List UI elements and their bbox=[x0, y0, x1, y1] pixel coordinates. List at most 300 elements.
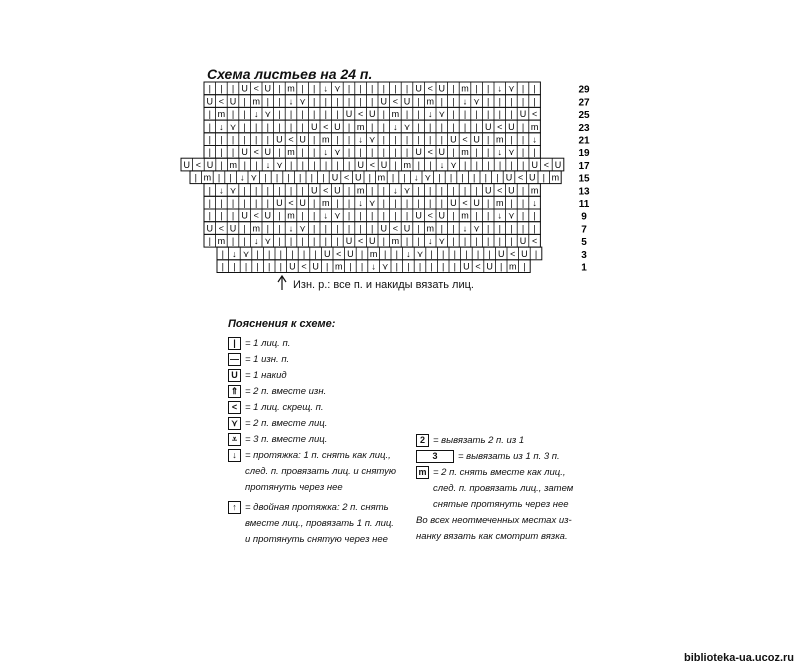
chart-stitch-symbol: | bbox=[440, 121, 443, 132]
chart-stitch-symbol: | bbox=[452, 83, 455, 94]
chart-stitch-symbol: ⋎ bbox=[299, 96, 306, 107]
chart-stitch-symbol: | bbox=[521, 83, 525, 94]
chart-stitch-symbol: | bbox=[391, 172, 395, 183]
chart-stitch-symbol: | bbox=[463, 121, 467, 132]
chart-stitch-symbol: | bbox=[394, 134, 397, 145]
chart-stitch-symbol: ⋎ bbox=[403, 121, 411, 132]
chart-stitch-symbol: | bbox=[278, 121, 281, 132]
chart-stitch-symbol: | bbox=[324, 159, 328, 170]
chart-stitch-symbol: | bbox=[208, 198, 211, 208]
chart-stitch-symbol: | bbox=[371, 147, 374, 158]
chart-stitch-symbol: | bbox=[336, 109, 339, 120]
chart-stitch-symbol: | bbox=[417, 236, 420, 247]
chart-stitch-symbol: U bbox=[289, 261, 296, 272]
chart-stitch-symbol: m bbox=[287, 210, 295, 221]
chart-stitch-symbol: | bbox=[208, 109, 211, 120]
double-skp-symbol-icon: ↑ bbox=[228, 501, 241, 514]
chart-stitch-symbol: m bbox=[369, 248, 378, 259]
chart-stitch-symbol: | bbox=[301, 185, 304, 196]
chart-stitch-symbol: | bbox=[522, 159, 525, 170]
chart-stitch-symbol: U bbox=[438, 210, 446, 221]
chart-stitch-symbol: | bbox=[487, 198, 490, 208]
chart-stitch-symbol: | bbox=[475, 147, 478, 158]
chart-stitch-symbol: | bbox=[405, 109, 409, 120]
chart-stitch-symbol: | bbox=[313, 236, 316, 247]
chart-stitch-symbol: < bbox=[531, 109, 538, 120]
chart-stitch-symbol: U bbox=[368, 109, 376, 120]
chart-stitch-symbol: | bbox=[255, 121, 258, 132]
chart-stitch-symbol: U bbox=[334, 121, 341, 132]
chart-stitch-symbol: U bbox=[497, 248, 505, 259]
chart-stitch-symbol: | bbox=[417, 185, 420, 196]
chart-stitch-symbol: | bbox=[510, 223, 513, 234]
chart-stitch-symbol: | bbox=[429, 185, 432, 196]
chart-stitch-symbol: < bbox=[288, 134, 294, 145]
legend-item-twisted: < = 1 лиц. скрещ. п. bbox=[228, 400, 396, 416]
chart-stitch-symbol: | bbox=[278, 236, 281, 247]
chart-stitch-symbol: | bbox=[475, 121, 478, 132]
legend-item-skp: ↓ = протяжка: 1 п. снять как лиц., bbox=[228, 448, 396, 464]
chart-stitch-symbol: | bbox=[510, 134, 513, 145]
chart-stitch-symbol: | bbox=[243, 223, 246, 234]
chart-stitch-symbol: | bbox=[521, 198, 525, 208]
chart-stitch-symbol: U bbox=[438, 83, 446, 94]
chart-stitch-symbol: U bbox=[380, 223, 388, 234]
chart-stitch-symbol: | bbox=[487, 223, 490, 234]
chart-stitch-symbol: | bbox=[429, 121, 432, 132]
chart-stitch-symbol: | bbox=[382, 210, 385, 221]
chart-stitch-symbol: ⋎ bbox=[229, 185, 237, 196]
chart-stitch-symbol: | bbox=[347, 210, 351, 221]
chart-stitch-symbol: ↓ bbox=[462, 96, 468, 107]
chart-stitch-symbol: | bbox=[324, 223, 327, 234]
chart-stitch-symbol: ⋎ bbox=[264, 236, 272, 247]
chart-stitch-symbol: | bbox=[403, 172, 406, 183]
chart-stitch-symbol: ↓ bbox=[497, 83, 503, 94]
chart-stitch-symbol: < bbox=[218, 223, 225, 234]
chart-stitch-symbol: U bbox=[206, 96, 214, 107]
chart-stitch-symbol: | bbox=[231, 83, 235, 94]
chart-stitch-symbol: | bbox=[255, 198, 258, 208]
chart-stitch-symbol: | bbox=[289, 109, 293, 120]
chart-stitch-symbol: | bbox=[220, 210, 223, 221]
chart-stitch-symbol: | bbox=[382, 83, 385, 94]
chart-stitch-symbol: | bbox=[256, 248, 259, 259]
purl-symbol-icon: — bbox=[230, 353, 239, 364]
knit-symbol-icon: | bbox=[228, 337, 241, 350]
chart-stitch-symbol: | bbox=[476, 248, 480, 259]
chart-stitch-symbol: | bbox=[229, 172, 232, 183]
chart-stitch-symbol: < bbox=[392, 223, 399, 234]
chart-stitch-symbol: < bbox=[357, 236, 364, 247]
chart-stitch-symbol: U bbox=[331, 172, 339, 183]
chart-stitch-symbol: U bbox=[380, 96, 388, 107]
chart-stitch-symbol: m bbox=[426, 96, 434, 107]
chart-stitch-symbol: U bbox=[241, 210, 248, 221]
chart-stitch-symbol: ↓ bbox=[239, 172, 245, 183]
chart-stitch-symbol: ↓ bbox=[323, 147, 329, 158]
yarnover-symbol-icon: U bbox=[228, 369, 241, 382]
row-number: 11 bbox=[578, 199, 590, 210]
chart-stitch-symbol: ⋎ bbox=[416, 248, 424, 259]
chart-stitch-symbol: | bbox=[394, 210, 397, 221]
chart-stitch-symbol: ↓ bbox=[288, 96, 294, 107]
row-number: 5 bbox=[581, 237, 587, 249]
row-number: 9 bbox=[581, 211, 587, 223]
chart-stitch-symbol: | bbox=[301, 236, 304, 247]
chart-stitch-symbol: ⋎ bbox=[368, 134, 376, 145]
chart-stitch-symbol: | bbox=[533, 147, 536, 158]
chart-stitch-symbol: | bbox=[194, 172, 197, 183]
chart-stitch-symbol: | bbox=[324, 96, 327, 107]
chart-stitch-symbol: | bbox=[405, 147, 409, 158]
chart-stitch-symbol: U bbox=[438, 147, 446, 158]
chart-stitch-symbol: | bbox=[394, 198, 397, 208]
chart-stitch-symbol: U bbox=[528, 172, 536, 183]
chart-stitch-symbol: m bbox=[252, 96, 260, 107]
chart-stitch-symbol: | bbox=[243, 134, 246, 145]
chart-stitch-symbol: m bbox=[217, 236, 226, 247]
chart-stitch-symbol: ↓ bbox=[413, 172, 419, 183]
chart-stitch-symbol: ⋎ bbox=[264, 109, 272, 120]
chart-stitch-symbol: ↓ bbox=[371, 261, 376, 272]
row-number: 7 bbox=[581, 224, 587, 236]
chart-stitch-symbol: ↓ bbox=[462, 223, 468, 234]
chart-stitch-symbol: | bbox=[243, 198, 246, 208]
chart-stitch-symbol: | bbox=[299, 172, 302, 183]
chart-stitch-symbol: | bbox=[290, 159, 293, 170]
chart-stitch-symbol: | bbox=[487, 96, 490, 107]
chart-stitch-symbol: | bbox=[359, 147, 362, 158]
row-number: 17 bbox=[578, 160, 590, 172]
chart-stitch-symbol: ↓ bbox=[253, 236, 259, 247]
chart-stitch-symbol: m bbox=[377, 172, 386, 183]
chart-stitch-symbol: | bbox=[475, 185, 478, 196]
legend-item-cdd-cont2: снятые протянуть через нее bbox=[433, 499, 569, 510]
chart-stitch-symbol: m bbox=[287, 83, 295, 94]
chart-stitch-symbol: | bbox=[475, 210, 478, 221]
chart-stitch-symbol: m bbox=[551, 172, 560, 183]
chart-stitch-symbol: | bbox=[429, 134, 432, 145]
chart-stitch-symbol: U bbox=[299, 134, 306, 145]
chart-stitch-symbol: | bbox=[255, 185, 258, 196]
chart-stitch-symbol: | bbox=[255, 159, 258, 170]
chart-stitch-symbol: ⋎ bbox=[424, 172, 432, 183]
legend-title: Пояснения к схеме: bbox=[228, 318, 336, 330]
chart-stitch-symbol: | bbox=[243, 96, 246, 107]
chart-stitch-symbol: | bbox=[220, 159, 223, 170]
chart-stitch-symbol: U bbox=[241, 83, 248, 94]
chart-stitch-symbol: | bbox=[510, 96, 513, 107]
chart-stitch-symbol: | bbox=[243, 185, 246, 196]
chart-stitch-symbol: U bbox=[206, 159, 214, 170]
chart-stitch-symbol: | bbox=[255, 134, 258, 145]
chart-stitch-symbol: | bbox=[243, 159, 246, 170]
chart-stitch-symbol: m bbox=[287, 147, 295, 158]
chart-stitch-symbol: | bbox=[463, 236, 467, 247]
chart-stitch-symbol: ⋎ bbox=[438, 236, 446, 247]
chart-stitch-symbol: | bbox=[347, 121, 351, 132]
chart-stitch-symbol: | bbox=[371, 185, 374, 196]
chart-stitch-symbol: | bbox=[382, 121, 385, 132]
chart-stitch-symbol: | bbox=[324, 236, 327, 247]
chart-stitch-symbol: | bbox=[231, 198, 235, 208]
chart-stitch-symbol: | bbox=[208, 210, 211, 221]
chart-stitch-symbol: < bbox=[288, 198, 294, 208]
chart-stitch-symbol: U bbox=[347, 248, 354, 259]
chart-stitch-symbol: < bbox=[510, 248, 516, 259]
note-arrow-icon bbox=[278, 276, 286, 290]
chart-stitch-symbol: m bbox=[391, 109, 400, 120]
chart-stitch-symbol: | bbox=[313, 198, 316, 208]
legend-item-skp-cont2: протянуть через нее bbox=[245, 482, 343, 493]
chart-stitch-symbol: | bbox=[347, 185, 351, 196]
chart-stitch-symbol: ⋎ bbox=[276, 159, 283, 170]
chart-stitch-symbol: m bbox=[322, 134, 330, 145]
chart-stitch-symbol: | bbox=[430, 261, 433, 272]
legend-item-k3tog: ⩡ = 3 п. вместе лиц. bbox=[228, 432, 396, 448]
chart-stitch-symbol: | bbox=[498, 223, 501, 234]
row-number: 13 bbox=[578, 186, 590, 198]
inc3-symbol-icon: 3 bbox=[416, 450, 454, 463]
chart-stitch-symbol: < bbox=[497, 121, 503, 132]
chart-stitch-symbol: | bbox=[384, 248, 387, 259]
chart-stitch-symbol: | bbox=[521, 96, 525, 107]
chart-stitch-symbol: | bbox=[452, 223, 455, 234]
chart-stitch-symbol: U bbox=[415, 210, 422, 221]
chart-stitch-symbol: | bbox=[359, 223, 362, 234]
chart-stitch-symbol: | bbox=[231, 236, 235, 247]
chart-stitch-symbol: | bbox=[405, 210, 409, 221]
chart-stitch-symbol: | bbox=[405, 198, 409, 208]
chart-stitch-symbol: | bbox=[208, 134, 211, 145]
chart-stitch-symbol: | bbox=[233, 261, 236, 272]
chart-stitch-symbol: | bbox=[395, 248, 398, 259]
chart-stitch-symbol: | bbox=[313, 147, 316, 158]
chart-stitch-symbol: ↓ bbox=[439, 159, 445, 170]
chart-stitch-symbol: | bbox=[322, 172, 325, 183]
chart-stitch-symbol: | bbox=[429, 198, 432, 208]
chart-stitch-symbol: | bbox=[418, 261, 422, 272]
chart-stitch-symbol: | bbox=[452, 236, 455, 247]
chart-stitch-symbol: | bbox=[475, 109, 478, 120]
chart-stitch-symbol: | bbox=[208, 236, 211, 247]
chart-stitch-symbol: | bbox=[278, 109, 281, 120]
chart-stitch-symbol: m bbox=[496, 198, 504, 208]
legend-item-yarnover: U = 1 накид bbox=[228, 368, 396, 384]
chart-stitch-symbol: | bbox=[382, 147, 385, 158]
chart-stitch-symbol: | bbox=[313, 109, 316, 120]
chart-stitch-symbol: U bbox=[312, 261, 319, 272]
chart-stitch-symbol: | bbox=[498, 236, 501, 247]
chart-stitch-symbol: | bbox=[244, 261, 248, 272]
chart-stitch-symbol: U bbox=[310, 121, 318, 132]
chart-stitch-symbol: | bbox=[417, 223, 420, 234]
chart-stitch-symbol: < bbox=[475, 261, 481, 272]
chart-stitch-symbol: | bbox=[208, 185, 211, 196]
chart-stitch-symbol: ↓ bbox=[323, 210, 329, 221]
chart-stitch-symbol: | bbox=[347, 83, 351, 94]
chart-stitch-symbol: U bbox=[403, 223, 411, 234]
chart-stitch-symbol: | bbox=[301, 147, 304, 158]
chart-stitch-symbol: | bbox=[336, 159, 339, 170]
chart-stitch-symbol: U bbox=[334, 185, 341, 196]
chart-title: Схема листьев на 24 п. bbox=[207, 66, 373, 82]
chart-stitch-symbol: | bbox=[453, 248, 456, 259]
chart-stitch-symbol: | bbox=[359, 210, 362, 221]
chart-stitch-symbol: U bbox=[276, 198, 283, 208]
chart-stitch-symbol: U bbox=[206, 223, 214, 234]
chart-stitch-symbol: ↓ bbox=[406, 248, 411, 259]
chart-stitch-symbol: | bbox=[394, 147, 397, 158]
chart-stitch-symbol: ↓ bbox=[232, 248, 237, 259]
chart-stitch-symbol: | bbox=[243, 236, 246, 247]
chart-stitch-symbol: | bbox=[231, 210, 235, 221]
chart-stitch-symbol: U bbox=[486, 261, 493, 272]
chart-stitch-symbol: | bbox=[487, 109, 490, 120]
chart-stitch-symbol: | bbox=[487, 236, 490, 247]
chart-stitch-symbol: m bbox=[356, 121, 365, 132]
chart-stitch-symbol: | bbox=[302, 248, 306, 259]
chart-stitch-symbol: | bbox=[324, 109, 327, 120]
chart-stitch-symbol: | bbox=[336, 236, 339, 247]
chart-stitch-symbol: | bbox=[464, 159, 467, 170]
chart-stitch-symbol: | bbox=[465, 248, 468, 259]
chart-stitch-symbol: m bbox=[229, 159, 237, 170]
chart-stitch-symbol: | bbox=[500, 261, 503, 272]
chart-stitch-symbol: ⋎ bbox=[473, 96, 480, 107]
wrong-side-note: Изн. р.: все п. и накиды вязать лиц. bbox=[293, 279, 474, 291]
chart-stitch-symbol: < bbox=[195, 159, 202, 170]
chart-stitch-symbol: | bbox=[313, 223, 316, 234]
row-number: 25 bbox=[578, 110, 590, 122]
chart-stitch-symbol: U bbox=[415, 147, 422, 158]
chart-stitch-symbol: | bbox=[452, 121, 455, 132]
chart-stitch-symbol: ↓ bbox=[358, 198, 363, 208]
chart-stitch-symbol: m bbox=[461, 210, 469, 221]
chart-stitch-symbol: m bbox=[403, 159, 411, 170]
chart-stitch-symbol: U bbox=[264, 147, 272, 158]
chart-stitch-symbol: | bbox=[347, 223, 351, 234]
chart-stitch-symbol: | bbox=[301, 210, 304, 221]
chart-stitch-symbol: | bbox=[360, 261, 364, 272]
chart-stitch-symbol: | bbox=[533, 96, 536, 107]
chart-stitch-symbol: U bbox=[345, 236, 353, 247]
chart-stitch-symbol: | bbox=[266, 223, 269, 234]
chart-stitch-symbol: ⋎ bbox=[438, 109, 446, 120]
chart-stitch-symbol: | bbox=[371, 96, 374, 107]
chart-stitch-symbol: | bbox=[287, 172, 290, 183]
chart-stitch-symbol: | bbox=[442, 261, 445, 272]
chart-stitch-symbol: | bbox=[266, 134, 269, 145]
chart-stitch-symbol: m bbox=[461, 147, 469, 158]
chart-stitch-symbol: U bbox=[357, 159, 365, 170]
chart-stitch-symbol: U bbox=[323, 248, 331, 259]
legend-item-double-skp-cont2: и протянуть снятую через нее bbox=[245, 534, 388, 545]
chart-stitch-symbol: | bbox=[231, 109, 235, 120]
inc2-symbol-icon: 2 bbox=[416, 434, 429, 447]
chart-stitch-symbol: | bbox=[231, 147, 235, 158]
chart-stitch-symbol: U bbox=[345, 109, 353, 120]
chart-stitch-symbol: | bbox=[394, 83, 397, 94]
chart-stitch-symbol: | bbox=[221, 261, 224, 272]
chart-stitch-symbol: | bbox=[301, 83, 304, 94]
chart-stitch-symbol: | bbox=[440, 198, 443, 208]
chart-stitch-symbol: m bbox=[252, 223, 260, 234]
chart-stitch-symbol: | bbox=[359, 83, 362, 94]
chart-stitch-symbol: | bbox=[521, 121, 525, 132]
chart-stitch-symbol: | bbox=[440, 96, 443, 107]
chart-stitch-symbol: | bbox=[301, 159, 304, 170]
chart-stitch-symbol: U bbox=[473, 198, 480, 208]
chart-stitch-symbol: | bbox=[533, 210, 536, 221]
chart-stitch-symbol: | bbox=[510, 159, 513, 170]
chart-stitch-symbol: m bbox=[391, 236, 400, 247]
chart-stitch-symbol: | bbox=[371, 210, 374, 221]
chart-stitch-symbol: | bbox=[405, 134, 409, 145]
chart-stitch-symbol: < bbox=[462, 134, 468, 145]
chart-stitch-symbol: | bbox=[279, 261, 282, 272]
chart-stitch-symbol: m bbox=[461, 83, 469, 94]
chart-stitch-symbol: ⋎ bbox=[368, 198, 376, 208]
chart-stitch-symbol: | bbox=[542, 172, 545, 183]
chart-stitch-symbol: < bbox=[462, 198, 468, 208]
chart-stitch-symbol: < bbox=[253, 210, 259, 221]
chart-stitch-symbol: ⋎ bbox=[403, 185, 411, 196]
chart-stitch-symbol: ↓ bbox=[532, 198, 537, 208]
chart-stitch-symbol: | bbox=[440, 134, 443, 145]
chart-stitch-symbol: | bbox=[487, 83, 490, 94]
chart-stitch-symbol: < bbox=[357, 109, 364, 120]
chart-stitch-symbol: < bbox=[427, 147, 433, 158]
chart-stitch-symbol: | bbox=[510, 236, 513, 247]
chart-stitch-symbol: ⋎ bbox=[334, 83, 341, 94]
chart-stitch-symbol: U bbox=[368, 236, 376, 247]
chart-stitch-symbol: U bbox=[450, 198, 457, 208]
chart-stitch-symbol: | bbox=[314, 248, 317, 259]
chart-stitch-symbol: | bbox=[417, 96, 420, 107]
chart-stitch-symbol: ⋎ bbox=[299, 223, 306, 234]
row-number: 21 bbox=[578, 135, 590, 147]
legend-item-purl: — = 1 изн. п. bbox=[230, 353, 290, 365]
chart-stitch-symbol: m bbox=[530, 121, 539, 132]
chart-stitch-symbol: | bbox=[429, 159, 432, 170]
chart-stitch-symbol: | bbox=[266, 121, 269, 132]
chart-stitch-symbol: | bbox=[523, 261, 526, 272]
chart-stitch-symbol: U bbox=[229, 223, 237, 234]
chart-stitch-symbol: | bbox=[279, 248, 282, 259]
chart-stitch-symbol: | bbox=[208, 83, 211, 94]
legend-item-skp-cont1: след. п. провязать лиц. и снятую bbox=[245, 466, 397, 477]
chart-stitch-symbol: | bbox=[382, 185, 385, 196]
chart-stitch-symbol: | bbox=[289, 121, 293, 132]
chart-stitch-symbol: | bbox=[275, 172, 279, 183]
chart-stitch-symbol: | bbox=[534, 248, 538, 259]
chart-stitch-symbol: U bbox=[415, 83, 422, 94]
chart-stitch-symbol: | bbox=[475, 236, 478, 247]
chart-stitch-symbol: | bbox=[220, 134, 223, 145]
chart-stitch-symbol: < bbox=[497, 185, 503, 196]
chart-stitch-symbol: | bbox=[463, 109, 467, 120]
chart-stitch-symbol: | bbox=[326, 261, 329, 272]
chart-stitch-symbol: ↓ bbox=[393, 185, 398, 196]
chart-stitch-symbol: | bbox=[347, 134, 351, 145]
chart-stitch-symbol: m bbox=[356, 185, 365, 196]
row-number: 15 bbox=[578, 173, 590, 185]
row-number: 1 bbox=[581, 262, 587, 274]
chart-stitch-symbol: < bbox=[323, 185, 329, 196]
chart-stitch-symbol: | bbox=[417, 109, 420, 120]
